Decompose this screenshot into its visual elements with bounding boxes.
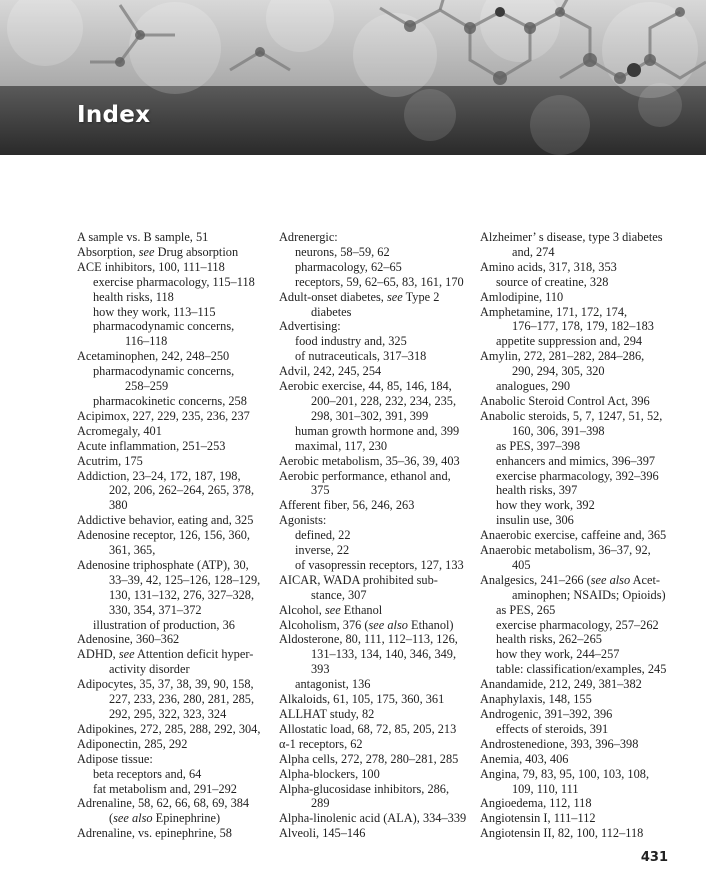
index-entry: Anaphylaxis, 148, 155 (480, 692, 592, 707)
index-entry: Anandamide, 212, 249, 381–382 (480, 677, 642, 692)
index-subentry: of vasopressin receptors, 127, 133 (295, 557, 464, 572)
index-subentry: appetite suppression and, 294 (496, 334, 643, 349)
index-subentry: exercise pharmacology, 257–262 (496, 617, 659, 632)
index-subentry: maximal, 117, 230 (295, 438, 388, 453)
molecule-pattern-background (0, 0, 706, 155)
index-entry: Advertising: (279, 319, 341, 334)
index-entry: AICAR, WADA prohibited sub- stance, 307 (279, 572, 438, 602)
index-subentry: antagonist, 136 (295, 677, 371, 692)
index-entry: Addictive behavior, eating and, 325 (77, 513, 254, 528)
index-subentry: how they work, 392 (496, 498, 595, 513)
index-subentry: receptors, 59, 62–65, 83, 161, 170 (295, 274, 464, 289)
index-entry: Anemia, 403, 406 (480, 751, 569, 766)
index-entry: Acromegaly, 401 (77, 423, 162, 438)
page-number: 431 (640, 850, 668, 865)
index-column-1 (77, 230, 273, 841)
index-subentry: how they work, 113–115 (93, 304, 216, 319)
index-entry: Adenosine receptor, 126, 156, 360, 361, 365, (77, 528, 250, 558)
index-subentry: illustration of production, 36 (93, 617, 235, 632)
index-entry: Acipimox, 227, 229, 235, 236, 237 (77, 408, 250, 423)
index-column-2 (279, 230, 475, 841)
index-entry: Angioedema, 112, 118 (480, 796, 592, 811)
index-subentry: neurons, 58–59, 62 (295, 244, 390, 259)
index-entry: Alpha-blockers, 100 (279, 766, 380, 781)
index-entry: Alcohol, see Ethanol (279, 602, 383, 617)
index-entry: Alpha cells, 272, 278, 280–281, 285 (279, 751, 459, 766)
index-entry: Amino acids, 317, 318, 353 (480, 259, 617, 274)
index-entry: Adrenaline, vs. epinephrine, 58 (77, 826, 232, 841)
index-subentry: pharmacology, 62–65 (295, 259, 402, 274)
index-entry: ACE inhibitors, 100, 111–118 (77, 259, 225, 274)
index-entry: Alcoholism, 376 (see also Ethanol) (279, 617, 454, 632)
index-subentry: as PES, 265 (496, 602, 556, 617)
index-subentry: beta receptors and, 64 (93, 766, 202, 781)
index-entry: Acute inflammation, 251–253 (77, 438, 226, 453)
index-entry: Alkaloids, 61, 105, 175, 360, 361 (279, 692, 445, 707)
index-entry: Alveoli, 145–146 (279, 826, 366, 841)
index-entry: Acutrim, 175 (77, 453, 143, 468)
index-entry: ALLHAT study, 82 (279, 707, 375, 721)
index-subentry: insulin use, 306 (496, 513, 574, 528)
index-entry: Amylin, 272, 281–282, 284–286, 290, 294, 305, 320 (480, 349, 645, 379)
index-subentry: as PES, 397–398 (496, 438, 581, 453)
index-subentry: fat metabolism and, 291–292 (93, 781, 237, 796)
index-subentry: how they work, 244–257 (496, 647, 620, 662)
index-entry: Amphetamine, 171, 172, 174, 176–177, 178, 179, 182–183 (480, 304, 654, 334)
index-entry: Afferent fiber, 56, 246, 263 (279, 498, 415, 513)
index-subentry: food industry and, 325 (295, 334, 407, 349)
index-entry: ADHD, see Attention deficit hyper- activity disorder (77, 647, 254, 677)
index-entry: Angiotensin I, 111–112 (480, 811, 596, 826)
index-subentry: table: classification/examples, 245 (496, 662, 667, 677)
index-entry: Adult-onset diabetes, see Type 2 diabetes (279, 289, 440, 319)
index-entry: Alpha-linolenic acid (ALA), 334–339 (279, 811, 467, 826)
index-entry: Anaerobic exercise, caffeine and, 365 (480, 528, 667, 543)
index-entry: Addiction, 23–24, 172, 187, 198, 202, 206, 262–264, 265, 378, 380 (77, 468, 255, 513)
index-entry: Anabolic steroids, 5, 7, 1247, 51, 52, 160, 306, 391–398 (480, 408, 663, 438)
index-entry: Anabolic Steroid Control Act, 396 (480, 393, 650, 408)
index-entry: Alpha-glucosidase inhibitors, 286, 289 (279, 781, 450, 811)
index-entry: Adipokines, 272, 285, 288, 292, 304, (77, 721, 261, 736)
index-entry: Adrenaline, 58, 62, 66, 68, 69, 384 (see also Epinephrine) (77, 796, 250, 826)
index-entry: Aldosterone, 80, 111, 112–113, 126, 131–133, 134, 140, 346, 349, 393 (279, 632, 458, 677)
index-subentry: human growth hormone and, 399 (295, 423, 460, 438)
index-entry: Acetaminophen, 242, 248–250 (77, 349, 230, 364)
index-entry: Angiotensin II, 82, 100, 112–118 (480, 826, 644, 841)
index-entry: Adenosine, 360–362 (77, 632, 180, 647)
index-entry: Analgesics, 241–266 (see also Acet- aminophen; NSAIDs; Opioids) (480, 572, 666, 602)
index-entry: Androstenedione, 393, 396–398 (480, 736, 639, 751)
index-entry: Anaerobic metabolism, 36–37, 92, 405 (480, 543, 651, 572)
index-entry: Aerobic exercise, 44, 85, 146, 184, 200–201, 228, 232, 234, 235, 298, 301–302, 391, 399 (279, 379, 457, 423)
index-subentry: health risks, 118 (93, 289, 174, 304)
index-entry: Amlodipine, 110 (480, 289, 564, 304)
index-entry: Alzheimer’ s disease, type 3 diabetes and, 274 (480, 230, 663, 259)
index-column-3 (480, 230, 676, 841)
index-entry: Aerobic performance, ethanol and, 375 (279, 468, 451, 498)
index-entry: Adiponectin, 285, 292 (77, 736, 188, 751)
index-entry: Adipose tissue: (77, 751, 153, 766)
index-entry: Aerobic metabolism, 35–36, 39, 403 (279, 453, 460, 468)
index-subentry: pharmacodynamic concerns, 116–118 (93, 319, 235, 349)
index-entry: Agonists: (279, 513, 327, 528)
index-entry: A sample vs. B sample, 51 (77, 230, 209, 244)
index-subentry: enhancers and mimics, 396–397 (496, 453, 656, 468)
index-entry: Adenosine triphosphate (ATP), 30, 33–39, 42, 125–126, 128–129, 130, 131–132, 276, 327–328, 330, 354, 371–372 (77, 557, 261, 617)
index-entry: α-1 receptors, 62 (279, 736, 363, 751)
index-subentry: pharmacodynamic concerns, 258–259 (93, 364, 235, 394)
page-title: Index (77, 102, 151, 128)
index-entry: Advil, 242, 245, 254 (279, 364, 382, 379)
index-subentry: analogues, 290 (496, 379, 571, 394)
index-subentry: exercise pharmacology, 392–396 (496, 468, 659, 483)
index-subentry: pharmacokinetic concerns, 258 (93, 393, 247, 408)
index-subentry: effects of steroids, 391 (496, 721, 609, 736)
index-entry: Angina, 79, 83, 95, 100, 103, 108, 109, 110, 111 (480, 766, 650, 796)
header-banner (0, 0, 706, 155)
index-entry: Androgenic, 391–392, 396 (480, 707, 613, 721)
index-subentry: source of creatine, 328 (496, 274, 609, 289)
index-subentry: defined, 22 (295, 528, 351, 543)
index-subentry: of nutraceuticals, 317–318 (295, 349, 427, 364)
index-entry: Adipocytes, 35, 37, 38, 39, 90, 158, 227, 233, 236, 280, 281, 285, 292, 295, 322, 323, 324 (77, 677, 255, 721)
index-subentry: inverse, 22 (295, 543, 350, 558)
index-subentry: exercise pharmacology, 115–118 (93, 274, 255, 289)
index-entry: Allostatic load, 68, 72, 85, 205, 213 (279, 721, 457, 736)
index-subentry: health risks, 397 (496, 483, 578, 498)
index-subentry: health risks, 262–265 (496, 632, 602, 647)
index-entry: Absorption, see Drug absorption (77, 244, 239, 259)
index-entry: Adrenergic: (279, 230, 338, 244)
